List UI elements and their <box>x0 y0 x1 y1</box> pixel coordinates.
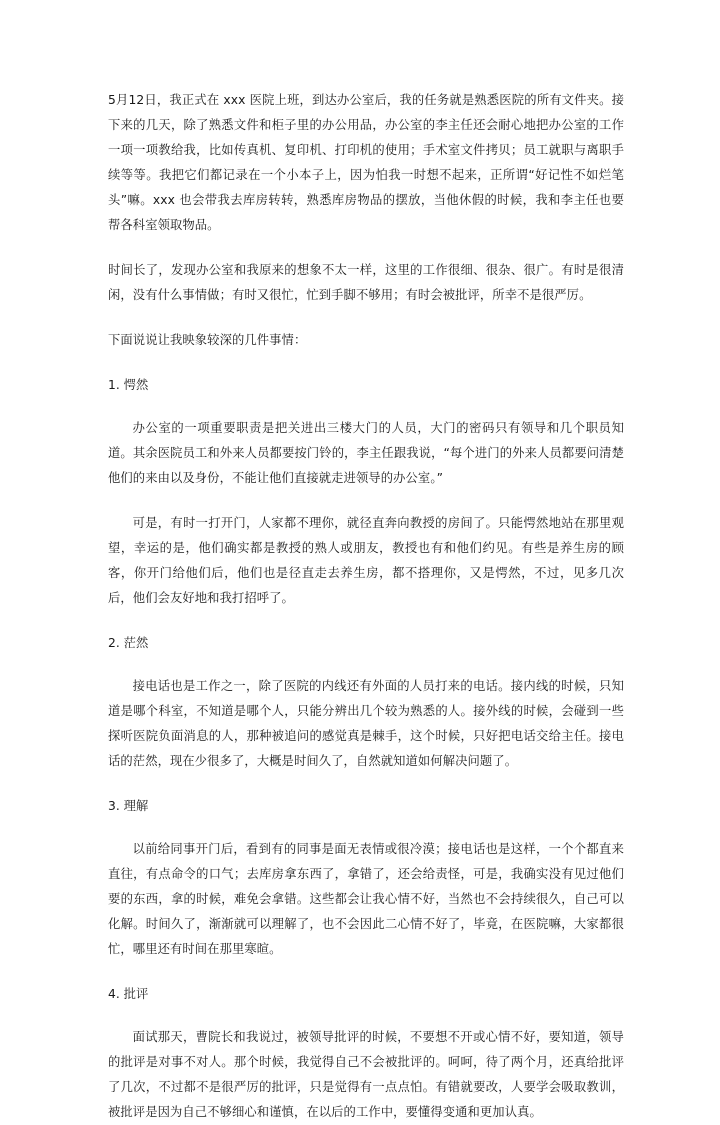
spacer <box>108 398 624 416</box>
intro-paragraph-1: 5月12日，我正式在 xxx 医院上班，到达办公室后，我的任务就是熟悉医院的所有文件夹。接下来的几天，除了熟悉文件和柜子里的办公用品，办公室的李主任还会耐心地把办公室的工作一项一项教给我，比如传真机、复印机、打印机的使用；手术室文件拷贝；员工就职与离职手续等等。我把它们都记录在一个小本子上，因为怕我一时想不起来，正所谓“好记性不如烂笔头”嘛。xxx 也会带我去库房转转，熟悉库房物品的摆放，当他休假的时候，我和李主任也要帮各科室领取物品。 <box>108 93 624 232</box>
section-heading-4: 4. 批评 <box>108 987 149 1001</box>
section-heading-3: 3. 理解 <box>108 799 149 813</box>
spacer <box>108 1007 624 1025</box>
section-heading-1: 1. 愕然 <box>108 378 149 392</box>
section-1-paragraph-2: 可是，有时一打开门，人家都不理你，就径直奔向教授的房间了。只能愕然地站在那里观望，幸运的是，他们确实都是教授的熟人或朋友，教授也有和他们约见。有些是养生房的顾客，你开门给他们后，他们也是径直走去养生房，都不搭理你，又是愕然，不过，见多几次后，他们会友好地和我打招呼了。 <box>108 516 624 605</box>
spacer <box>108 238 624 258</box>
spacer <box>108 308 624 328</box>
intro-paragraph-2: 时间长了，发现办公室和我原来的想象不太一样，这里的工作很细、很杂、很广。有时是很清闲，没有什么事情做；有时又很忙，忙到手脚不够用；有时会被批评，所幸不是很严厉。 <box>108 263 624 302</box>
section-2-paragraph-1: 接电话也是工作之一，除了医院的内线还有外面的人员打来的电话。接内线的时候，只知道是哪个科室，不知道是哪个人，只能分辨出几个较为熟悉的人。接外线的时候，会碰到一些探听医院负面消息的人，那种被追问的感觉真是棘手，这个时候，只好把电话交给主任。接电话的茫然，现在少很多了，大概是时间久了，自然就知道如何解决问题了。 <box>108 679 624 768</box>
section-4-paragraph-1: 面试那天，曹院长和我说过，被领导批评的时候，不要想不开或心情不好，要知道，领导的批评是对事不对人。那个时候，我觉得自己不会被批评的。呵呵，待了两个月，还真给批评了几次，不过都不是很严厉的批评，只是觉得有一点点怕。有错就要改，人要学会吸取教训，被批评是因为自己不够细心和谨慎，在以后的工作中，要懂得变通和更加认真。 <box>108 1030 624 1119</box>
section-1-paragraph-1: 办公室的一项重要职责是把关进出三楼大门的人员，大门的密码只有领导和几个职员知道。其余医院员工和外来人员都要按门铃的，李主任跟我说，“每个进门的外来人员都要问清楚他们的来由以及身份，不能让他们直接就走进领导的办公室。” <box>108 421 624 485</box>
section-3-paragraph-1: 以前给同事开门后，看到有的同事是面无表情或很冷漠；接电话也是这样，一个个都直来直往，有点命令的口气；去库房拿东西了，拿错了，还会给责怪，可是，我确实没有见过他们要的东西，拿的时候，难免会拿错。这些都会让我心情不好，当然也不会持续很久，自己可以化解。时间久了，渐渐就可以理解了，也不会因此二心情不好了，毕竟，在医院嘛，大家都很忙，哪里还有时间在那里寒暄。 <box>108 842 624 956</box>
spacer <box>108 774 624 794</box>
section-heading-2: 2. 茫然 <box>108 636 149 650</box>
intro-paragraph-3: 下面说说让我映象较深的几件事情： <box>108 333 307 347</box>
spacer <box>108 491 624 511</box>
spacer <box>108 819 624 837</box>
spacer <box>108 656 624 674</box>
spacer <box>108 353 624 373</box>
spacer <box>108 962 624 982</box>
spacer <box>108 611 624 631</box>
